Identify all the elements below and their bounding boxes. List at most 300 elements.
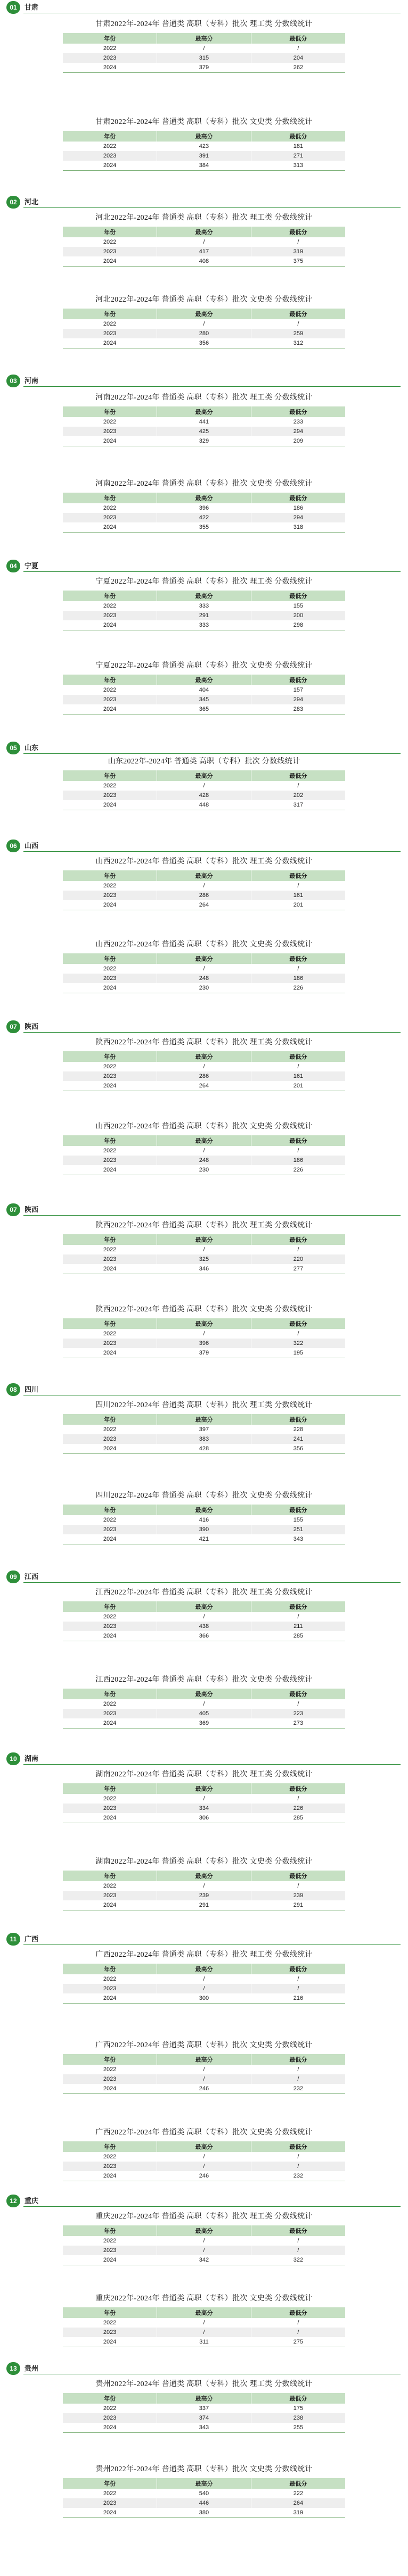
max-score-cell: /: [157, 2328, 251, 2337]
score-table-block: [63, 853, 345, 910]
min-score-cell: /: [251, 2162, 345, 2171]
max-score-cell: 397: [157, 1425, 251, 1434]
table-row: [63, 1329, 345, 1339]
table-header-row: [63, 1414, 345, 1425]
score-table-block: [63, 1397, 345, 1454]
min-score-cell: 291: [251, 1900, 345, 1910]
min-score-cell: 226: [251, 1804, 345, 1813]
year-cell: 2023: [63, 2074, 157, 2084]
table-row: [63, 417, 345, 427]
year-header: 年份: [63, 2141, 157, 2152]
section-header: [6, 840, 401, 852]
table-header-row: [63, 2225, 345, 2236]
min-score-cell: 251: [251, 1525, 345, 1534]
table-header-row: [63, 2054, 345, 2065]
min-score-cell: /: [251, 237, 345, 247]
max-score-header: 最高分: [157, 2393, 251, 2404]
score-table: [63, 2307, 345, 2347]
section-header: [6, 1, 401, 14]
section-divider: [23, 1032, 401, 1033]
max-score-cell: 286: [157, 1071, 251, 1081]
max-score-cell: /: [157, 964, 251, 974]
min-score-cell: 273: [251, 1718, 345, 1728]
min-score-cell: 356: [251, 1444, 345, 1453]
section-header: [6, 1570, 401, 1583]
table-header-row: [63, 227, 345, 237]
table-row: [63, 2171, 345, 2181]
min-score-header: 最低分: [251, 870, 345, 881]
year-cell: 2024: [63, 1631, 157, 1641]
min-score-cell: /: [251, 2065, 345, 2074]
year-cell: 2023: [63, 791, 157, 800]
max-score-cell: 337: [157, 2404, 251, 2413]
max-score-cell: 355: [157, 522, 251, 532]
table-row: [63, 1156, 345, 1165]
max-score-cell: 246: [157, 2084, 251, 2093]
max-score-cell: 366: [157, 1631, 251, 1641]
table-row: [63, 1881, 345, 1891]
min-score-header: 最低分: [251, 2478, 345, 2489]
table-title: 重庆2022年-2024年 普通类 高职（专科）批次 理工类 分数线统计: [95, 2213, 313, 2221]
min-score-header: 最低分: [251, 131, 345, 142]
year-header: 年份: [63, 227, 157, 237]
section-number-badge: 01: [6, 1, 20, 14]
table-title: 山西2022年-2024年 普通类 高职（专科）批次 文史类 分数线统计: [95, 941, 313, 949]
min-score-cell: 155: [251, 1515, 345, 1525]
year-cell: 2024: [63, 704, 157, 714]
min-score-header: 最低分: [251, 309, 345, 319]
year-cell: 2022: [63, 44, 157, 53]
table-header-row: [63, 1964, 345, 1974]
year-cell: 2023: [63, 891, 157, 900]
max-score-cell: 383: [157, 1434, 251, 1444]
max-score-header: 最高分: [157, 1234, 251, 1245]
min-score-cell: /: [251, 2246, 345, 2255]
min-score-cell: 161: [251, 891, 345, 900]
table-row: [63, 329, 345, 338]
section-header: [6, 196, 401, 209]
max-score-cell: /: [157, 2152, 251, 2162]
year-header: 年份: [63, 2225, 157, 2236]
year-cell: 2022: [63, 1062, 157, 1071]
min-score-cell: 277: [251, 1264, 345, 1274]
min-score-cell: 259: [251, 329, 345, 338]
table-row: [63, 1612, 345, 1622]
min-score-cell: 226: [251, 983, 345, 993]
max-score-cell: 540: [157, 2489, 251, 2498]
min-score-header: 最低分: [251, 675, 345, 685]
min-score-cell: 157: [251, 685, 345, 695]
year-cell: 2022: [63, 2152, 157, 2162]
max-score-header: 最高分: [157, 1505, 251, 1515]
max-score-cell: /: [157, 2065, 251, 2074]
min-score-cell: 161: [251, 1071, 345, 1081]
province-name: 陕西: [25, 1023, 39, 1031]
table-row: [63, 800, 345, 810]
table-header-row: [63, 131, 345, 142]
max-score-header: 最高分: [157, 2478, 251, 2489]
year-cell: 2023: [63, 513, 157, 522]
section-header: [6, 1752, 401, 1765]
max-score-cell: /: [157, 1146, 251, 1156]
table-title: 江西2022年-2024年 普通类 高职（专科）批次 理工类 分数线统计: [95, 1589, 313, 1597]
year-header: 年份: [63, 591, 157, 601]
year-cell: 2023: [63, 1254, 157, 1264]
max-score-cell: 441: [157, 417, 251, 427]
score-table: [63, 2225, 345, 2265]
max-score-cell: /: [157, 881, 251, 891]
min-score-cell: 181: [251, 142, 345, 151]
max-score-cell: /: [157, 1062, 251, 1071]
province-name: 贵州: [25, 2364, 39, 2372]
year-header: 年份: [63, 1964, 157, 1974]
max-score-cell: /: [157, 237, 251, 247]
max-score-cell: /: [157, 1329, 251, 1339]
min-score-header: 最低分: [251, 33, 345, 44]
section-number-badge: 07: [6, 1203, 20, 1216]
min-score-cell: 223: [251, 1709, 345, 1718]
min-score-cell: 220: [251, 1254, 345, 1264]
score-table: [63, 2478, 345, 2517]
province-name: 陕西: [25, 1206, 39, 1214]
table-row: [63, 2162, 345, 2171]
min-score-header: 最低分: [251, 1964, 345, 1974]
year-cell: 2022: [63, 881, 157, 891]
table-row: [63, 2084, 345, 2093]
table-row: [63, 1993, 345, 2003]
min-score-cell: 285: [251, 1813, 345, 1823]
year-header: 年份: [63, 1871, 157, 1881]
year-cell: 2022: [63, 1245, 157, 1254]
max-score-header: 最高分: [157, 406, 251, 417]
min-score-cell: /: [251, 44, 345, 53]
year-cell: 2023: [63, 2498, 157, 2508]
table-header-row: [63, 1318, 345, 1329]
year-header: 年份: [63, 1135, 157, 1146]
year-cell: 2024: [63, 1534, 157, 1544]
table-row: [63, 2074, 345, 2084]
score-table-block: [63, 1947, 345, 2004]
table-row: [63, 2246, 345, 2255]
year-cell: 2022: [63, 964, 157, 974]
year-cell: 2023: [63, 1984, 157, 1993]
max-score-cell: 343: [157, 2423, 251, 2432]
table-header-row: [63, 1601, 345, 1612]
year-cell: 2022: [63, 1881, 157, 1891]
section-number-badge: 13: [6, 2362, 20, 2375]
max-score-cell: 230: [157, 983, 251, 993]
score-table-block: [63, 2037, 345, 2094]
year-header: 年份: [63, 309, 157, 319]
year-cell: 2022: [63, 1612, 157, 1622]
table-row: [63, 2498, 345, 2508]
min-score-cell: 312: [251, 338, 345, 348]
max-score-header: 最高分: [157, 131, 251, 142]
year-header: 年份: [63, 2393, 157, 2404]
table-header-row: [63, 1234, 345, 1245]
table-row: [63, 1348, 345, 1358]
min-score-cell: /: [251, 2074, 345, 2084]
year-cell: 2023: [63, 1339, 157, 1348]
max-score-header: 最高分: [157, 770, 251, 781]
min-score-cell: 155: [251, 601, 345, 611]
section-number-badge: 07: [6, 1020, 20, 1033]
table-row: [63, 1534, 345, 1544]
table-bottom-rule: [63, 72, 345, 73]
min-score-header: 最低分: [251, 770, 345, 781]
year-header: 年份: [63, 953, 157, 964]
table-title: 重庆2022年-2024年 普通类 高职（专科）批次 文史类 分数线统计: [95, 2295, 313, 2303]
max-score-cell: 391: [157, 151, 251, 161]
section-divider: [23, 2206, 401, 2207]
section-header: [6, 2362, 401, 2375]
table-title: 河北2022年-2024年 普通类 高职（专科）批次 文史类 分数线统计: [95, 296, 313, 304]
table-header-row: [63, 2307, 345, 2318]
max-score-cell: 286: [157, 891, 251, 900]
province-name: 山东: [25, 744, 39, 752]
min-score-header: 最低分: [251, 406, 345, 417]
min-score-cell: 298: [251, 620, 345, 630]
year-cell: 2023: [63, 247, 157, 256]
min-score-cell: /: [251, 1062, 345, 1071]
table-row: [63, 781, 345, 791]
section-number-badge: 09: [6, 1570, 20, 1583]
max-score-cell: /: [157, 1984, 251, 1993]
section-header: [6, 742, 401, 754]
max-score-cell: 384: [157, 161, 251, 170]
table-row: [63, 44, 345, 53]
year-cell: 2024: [63, 983, 157, 993]
table-row: [63, 2328, 345, 2337]
year-cell: 2022: [63, 601, 157, 611]
min-score-cell: 343: [251, 1534, 345, 1544]
table-header-row: [63, 2478, 345, 2489]
section-divider: [23, 571, 401, 572]
table-title: 甘肃2022年-2024年 普通类 高职（专科）批次 文史类 分数线统计: [95, 118, 313, 126]
table-row: [63, 513, 345, 522]
province-name: 江西: [25, 1573, 39, 1581]
year-cell: 2023: [63, 1525, 157, 1534]
min-score-cell: 255: [251, 2423, 345, 2432]
max-score-header: 最高分: [157, 2307, 251, 2318]
year-cell: 2024: [63, 1813, 157, 1823]
table-header-row: [63, 953, 345, 964]
section-header: [6, 1203, 401, 1216]
table-row: [63, 1434, 345, 1444]
year-cell: 2024: [63, 338, 157, 348]
table-row: [63, 1254, 345, 1264]
min-score-cell: 233: [251, 417, 345, 427]
min-score-cell: 200: [251, 611, 345, 620]
table-title: 陕西2022年-2024年 普通类 高职（专科）批次 文史类 分数线统计: [95, 1306, 313, 1314]
score-table-block: [63, 1301, 345, 1358]
max-score-header: 最高分: [157, 1964, 251, 1974]
max-score-cell: 374: [157, 2413, 251, 2423]
max-score-cell: /: [157, 1245, 251, 1254]
min-score-cell: 209: [251, 436, 345, 446]
max-score-header: 最高分: [157, 493, 251, 503]
min-score-cell: 294: [251, 695, 345, 704]
max-score-cell: 280: [157, 329, 251, 338]
table-row: [63, 1794, 345, 1804]
score-table: [63, 1318, 345, 1358]
min-score-cell: 264: [251, 2498, 345, 2508]
table-row: [63, 695, 345, 704]
table-title: 广西2022年-2024年 普通类 高职（专科）批次 理工类 分数线统计: [95, 1951, 313, 1959]
table-row: [63, 611, 345, 620]
year-cell: 2024: [63, 2337, 157, 2347]
min-score-cell: 195: [251, 1348, 345, 1358]
table-row: [63, 2152, 345, 2162]
table-row: [63, 900, 345, 910]
table-row: [63, 2404, 345, 2413]
score-table-block: [63, 574, 345, 630]
year-cell: 2023: [63, 1709, 157, 1718]
table-row: [63, 1264, 345, 1274]
section-number-badge: 04: [6, 560, 20, 572]
max-score-cell: 246: [157, 2171, 251, 2181]
year-cell: 2024: [63, 2423, 157, 2432]
year-cell: 2023: [63, 695, 157, 704]
table-header-row: [63, 2141, 345, 2152]
max-score-header: 最高分: [157, 227, 251, 237]
min-score-header: 最低分: [251, 1601, 345, 1612]
score-table: [63, 675, 345, 714]
table-row: [63, 620, 345, 630]
min-score-cell: 175: [251, 2404, 345, 2413]
year-cell: 2023: [63, 151, 157, 161]
province-section: [0, 1, 408, 225]
max-score-cell: /: [157, 319, 251, 329]
year-cell: 2024: [63, 161, 157, 170]
table-row: [63, 704, 345, 714]
max-score-cell: 408: [157, 256, 251, 266]
min-score-header: 最低分: [251, 2054, 345, 2065]
year-cell: 2024: [63, 522, 157, 532]
max-score-header: 最高分: [157, 33, 251, 44]
table-title: 山东2022年-2024年 普通类 高职（专科）批次 分数线统计: [108, 758, 300, 766]
min-score-cell: 319: [251, 247, 345, 256]
min-score-cell: /: [251, 781, 345, 791]
score-table-block: [63, 753, 345, 810]
section-divider: [23, 1215, 401, 1216]
max-score-cell: 365: [157, 704, 251, 714]
year-cell: 2022: [63, 1146, 157, 1156]
max-score-header: 最高分: [157, 309, 251, 319]
min-score-cell: /: [251, 1699, 345, 1709]
table-row: [63, 964, 345, 974]
max-score-cell: 333: [157, 620, 251, 630]
year-cell: 2023: [63, 2246, 157, 2255]
table-row: [63, 1709, 345, 1718]
min-score-header: 最低分: [251, 493, 345, 503]
table-row: [63, 338, 345, 348]
max-score-cell: /: [157, 2318, 251, 2328]
section-header: [6, 1383, 401, 1396]
table-bottom-rule: [63, 2432, 345, 2433]
year-header: 年份: [63, 131, 157, 142]
min-score-cell: 226: [251, 1165, 345, 1175]
table-row: [63, 2337, 345, 2347]
table-row: [63, 1622, 345, 1631]
max-score-cell: 333: [157, 601, 251, 611]
max-score-cell: /: [157, 781, 251, 791]
min-score-cell: /: [251, 1974, 345, 1984]
year-header: 年份: [63, 1234, 157, 1245]
year-header: 年份: [63, 1051, 157, 1062]
year-header: 年份: [63, 2307, 157, 2318]
table-bottom-rule: [63, 266, 345, 267]
province-name: 河北: [25, 198, 39, 206]
year-cell: 2023: [63, 2328, 157, 2337]
table-row: [63, 1444, 345, 1453]
min-score-cell: /: [251, 2236, 345, 2246]
table-row: [63, 1631, 345, 1641]
year-cell: 2023: [63, 329, 157, 338]
min-score-cell: 186: [251, 503, 345, 513]
max-score-cell: 334: [157, 1804, 251, 1813]
year-cell: 2024: [63, 800, 157, 810]
table-header-row: [63, 2393, 345, 2404]
min-score-header: 最低分: [251, 1414, 345, 1425]
table-row: [63, 247, 345, 256]
score-table-block: [63, 1854, 345, 1910]
max-score-cell: 356: [157, 338, 251, 348]
table-header-row: [63, 591, 345, 601]
table-row: [63, 151, 345, 161]
table-row: [63, 319, 345, 329]
year-cell: 2022: [63, 1515, 157, 1525]
min-score-cell: 239: [251, 1891, 345, 1900]
table-row: [63, 2065, 345, 2074]
table-row: [63, 2413, 345, 2423]
max-score-cell: 300: [157, 1993, 251, 2003]
table-row: [63, 142, 345, 151]
max-score-cell: 329: [157, 436, 251, 446]
table-header-row: [63, 1051, 345, 1062]
year-cell: 2024: [63, 63, 157, 72]
max-score-cell: 342: [157, 2255, 251, 2265]
section-number-badge: 08: [6, 1383, 20, 1396]
score-table: [63, 1783, 345, 1823]
score-table-block: [63, 16, 345, 73]
year-header: 年份: [63, 675, 157, 685]
province-name: 宁夏: [25, 562, 39, 570]
year-cell: 2024: [63, 256, 157, 266]
max-score-cell: /: [157, 1612, 251, 1622]
max-score-cell: 239: [157, 1891, 251, 1900]
year-cell: 2023: [63, 1804, 157, 1813]
score-table: [63, 2054, 345, 2093]
table-header-row: [63, 493, 345, 503]
min-score-header: 最低分: [251, 2225, 345, 2236]
score-table-block: [63, 389, 345, 446]
table-row: [63, 1081, 345, 1091]
min-score-cell: 232: [251, 2171, 345, 2181]
score-table: [63, 1234, 345, 1274]
table-header-row: [63, 33, 345, 44]
table-title: 河南2022年-2024年 普通类 高职（专科）批次 文史类 分数线统计: [95, 480, 313, 488]
max-score-cell: 291: [157, 1900, 251, 1910]
min-score-cell: 313: [251, 161, 345, 170]
table-row: [63, 685, 345, 695]
min-score-header: 最低分: [251, 1871, 345, 1881]
table-bottom-rule: [63, 2003, 345, 2004]
province-name: 湖南: [25, 1755, 39, 1763]
year-header: 年份: [63, 1689, 157, 1699]
section-number-badge: 05: [6, 742, 20, 754]
min-score-header: 最低分: [251, 1689, 345, 1699]
